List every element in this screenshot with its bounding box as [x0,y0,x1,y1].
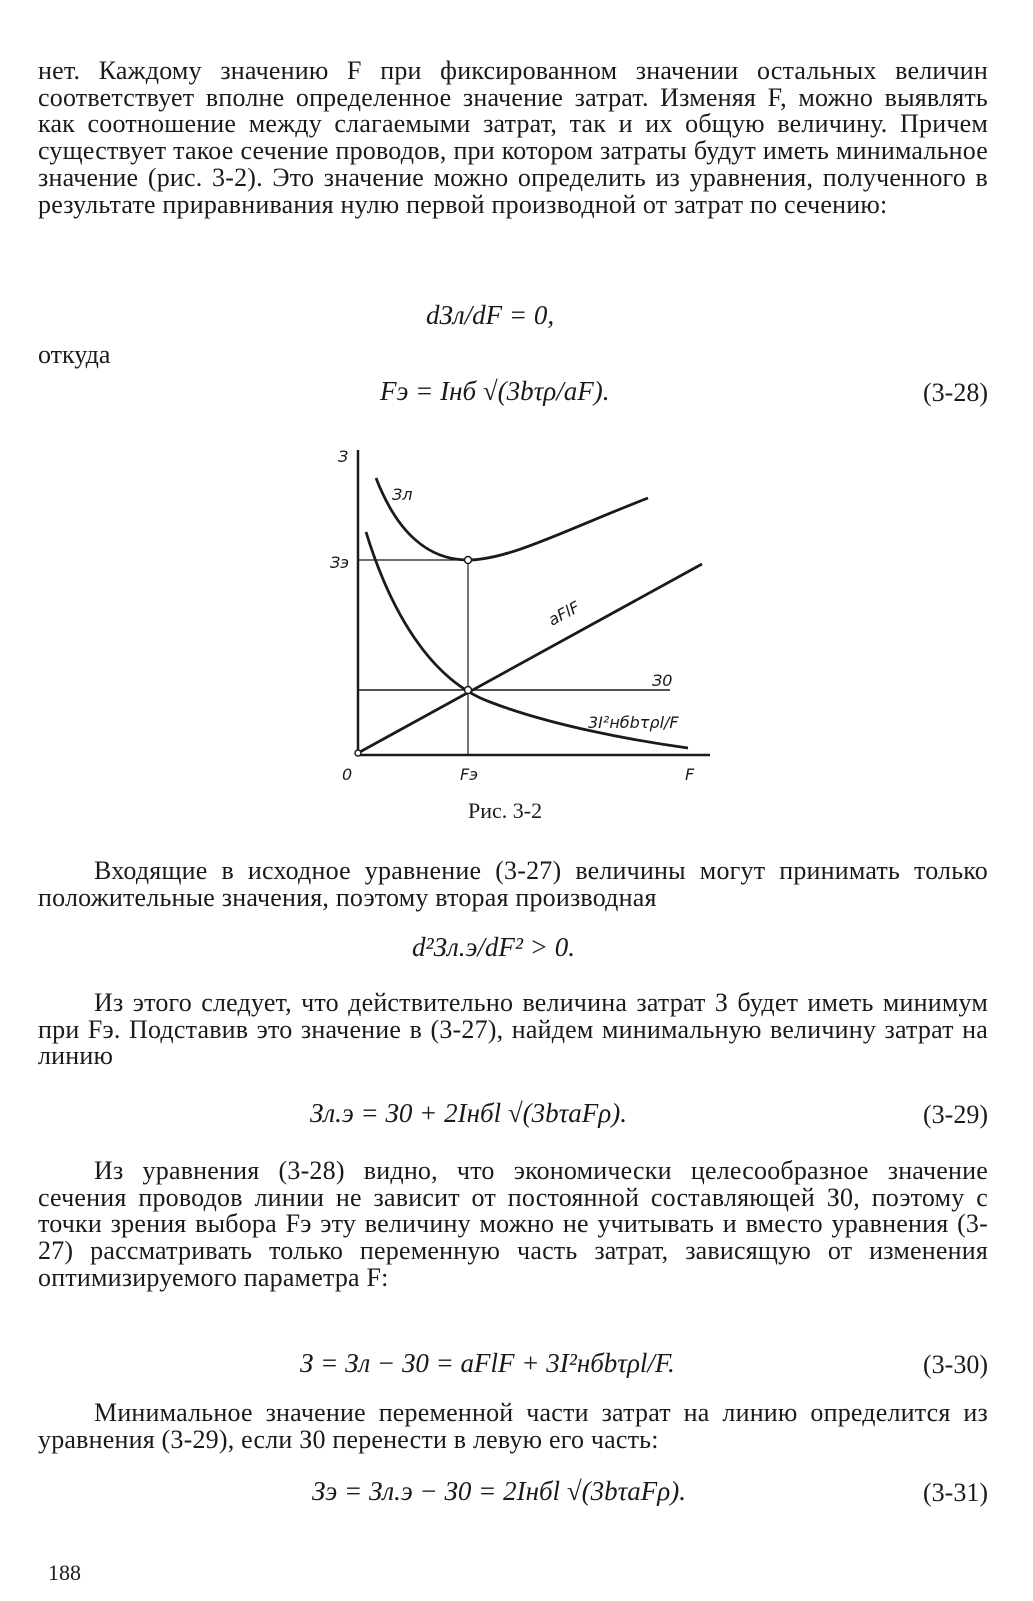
figure-3-2 [330,440,720,790]
equation-second-derivative-text: d²Зл.э/dF² > 0. [412,932,575,962]
minimum-point [465,557,472,564]
paragraph-minimum: Из этого следует, что действительно величина затрат З будет иметь минимум при Fэ. Подставив это значение в (3-27), найдем минимальную величину затрат на линию [38,988,988,1071]
figure-caption: Рис. 3-2 [468,798,543,823]
cost-curves-plot [330,440,720,790]
equation-3-29-text: Зл.э = З0 + 2Iнбl √(3bτaFρ). [310,1098,627,1128]
intersection-point [465,687,472,694]
x-axis-label: F [685,765,695,784]
equation-derivative-zero [426,300,554,331]
equation-3-29 [310,1098,627,1129]
total-cost-curve [376,478,648,560]
hyperbolic-curve-label: 3I²нбbτρl/F [588,713,679,732]
equation-3-31-text: Зэ = Зл.э − З0 = 2Iнбl √(3bτaFρ). [312,1476,686,1506]
equation-3-28-text: Fэ = Iнб √(3bτρ/aF). [380,376,610,406]
equation-number-3-31: (3-31) [923,1478,988,1507]
equation-second-derivative [412,932,575,963]
linear-curve-label: aFlF [544,597,583,630]
paragraph-intro: нет. Каждому значению F при фиксированном значении остальных величин соответствует вполне определенное значение затрат. Изменяя F, можно выявлять как соотношение между слагаемыми затрат, так и их общую величину. Причем существует такое сечение проводов, при котором затраты будут иметь минимальное значение (рис. 3-2). Это значение можно определить из уравнения, полученного в результате приравнивания нулю первой производной от затрат по сечению: [38,56,988,219]
constant-curve-label: З0 [652,671,673,690]
paragraph-positive-values: Входящие в исходное уравнение (3-27) величины могут принимать только положительные значения, поэтому вторая производная [38,856,988,912]
word-otkuda: откуда [38,340,111,369]
equation-3-28 [380,376,610,407]
equation-number-3-29: (3-29) [923,1100,988,1129]
y-mark-label: Зэ [330,553,350,572]
y-axis-label: З [338,447,349,466]
equation-3-30-text: З = Зл − З0 = aFlF + 3I²нбbτρl/F. [300,1348,675,1378]
equation-number-3-28: (3-28) [923,378,988,407]
origin-label: 0 [342,765,353,784]
x-mark-label: Fэ [460,765,478,784]
paragraph-variable-part: Минимальное значение переменной части затрат на линию определится из уравнения (3-29), если З0 перенести в левую его часть: [38,1398,988,1454]
origin-point [355,750,361,756]
equation-number-3-30: (3-30) [923,1350,988,1379]
equation-3-30 [300,1348,675,1379]
total-curve-label: Зл [392,485,413,504]
equation-3-31 [312,1476,686,1507]
page-number: 188 [48,1560,81,1585]
equation-derivative-zero-text: dЗл/dF = 0, [426,300,555,330]
paragraph-economic-section: Из уравнения (3-28) видно, что экономически целесообразное значение сечения проводов линии не зависит от постоянной составляющей З0, поэтому с точки зрения выбора Fэ эту величину можно не учитывать и вместо уравнения (3-27) рассматривать только переменную часть затрат, зависящую от изменения оптимизируемого параметра F: [38,1156,988,1292]
